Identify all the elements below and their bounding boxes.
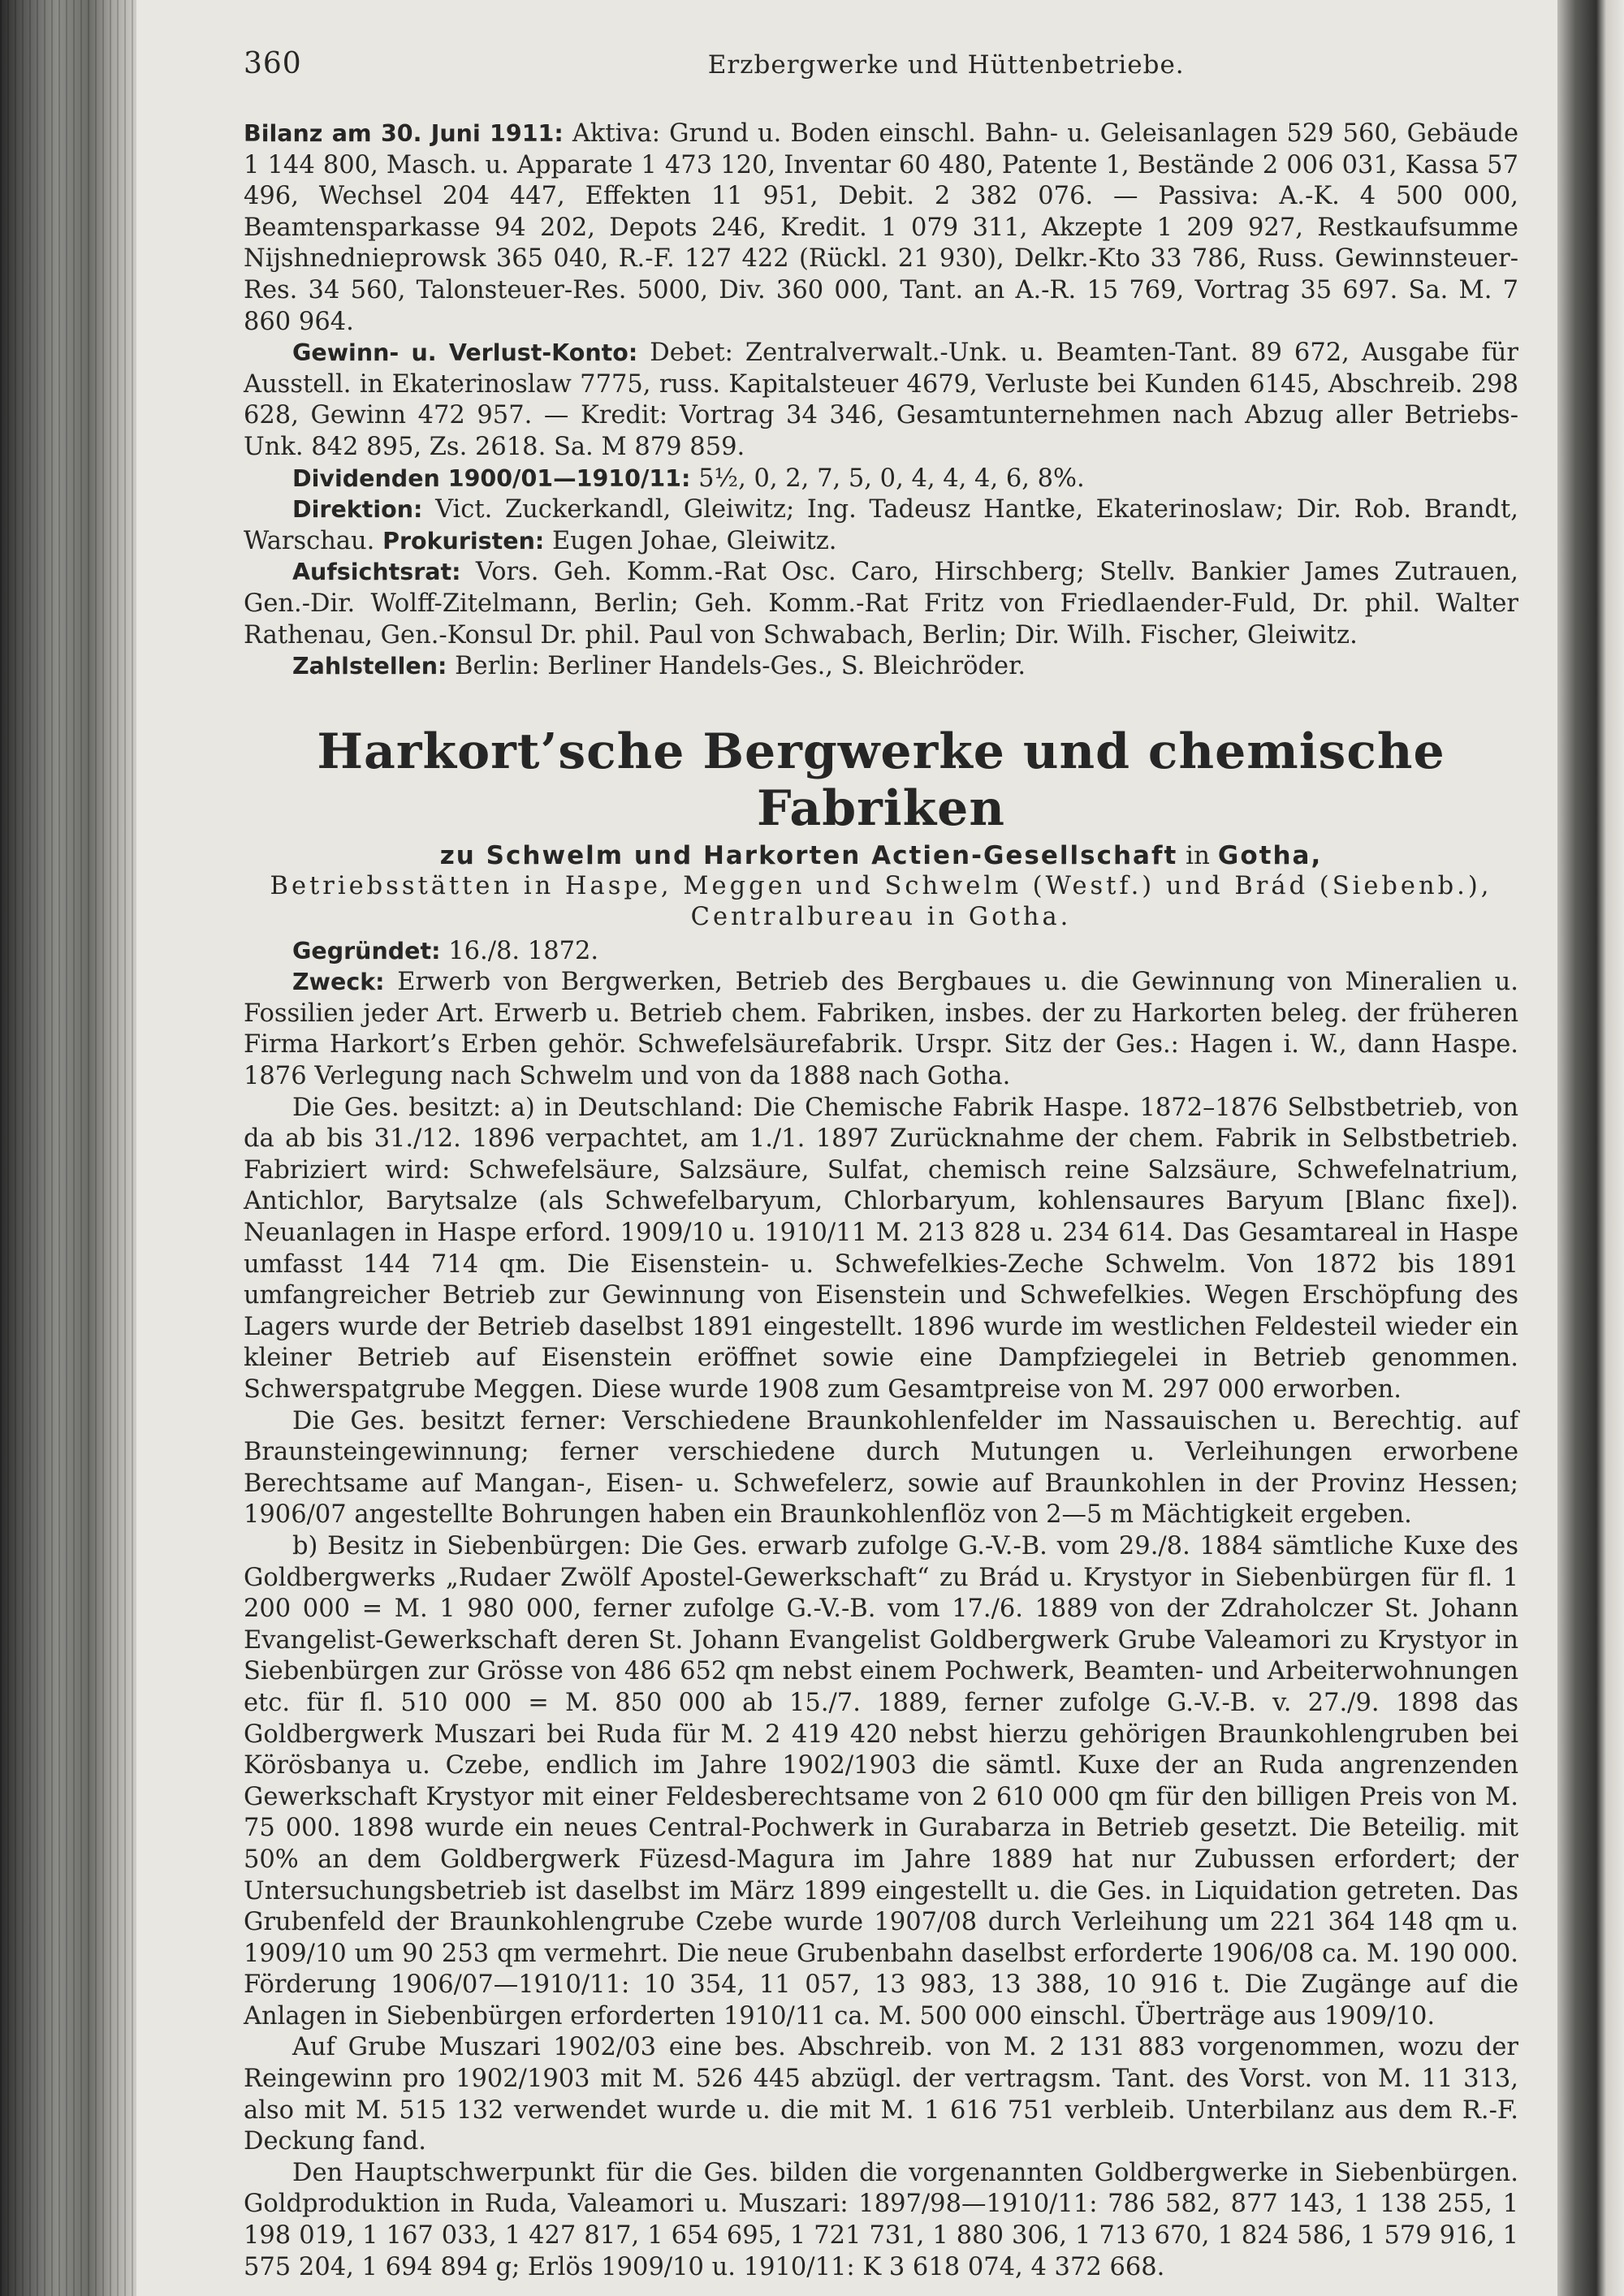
direktion-paragraph [244, 494, 1518, 557]
bilanz-paragraph [244, 119, 1518, 338]
gegruendet-label: Gegründet: [292, 937, 441, 965]
muszari-paragraph: Auf Grube Muszari 1902/03 eine bes. Abschreib. von M. 2 131 883 vorgenommen, wozu der Reingewinn pro 1902/1903 mit M. 526 445 abzügl. der vertragsm. Tant. des Vorst. von M. 11 313, also mit M. 515 132 verwendet wurde u. die mit M. 1 616 751 verbleib. Unterbilanz aus dem R.-F. Deckung fand. [244, 2033, 1518, 2156]
direktion-label: Direktion: [292, 496, 423, 524]
running-header [244, 49, 1518, 91]
gv-label: Gewinn- u. Verlust-Konto: [292, 339, 638, 367]
goldproduktion-paragraph: Den Hauptschwerpunkt für die Ges. bilden die vorgenannten Goldbergwerke in Siebenbürgen. Goldproduktion in Ruda, Valeamori u. Muszari: 1897/98—1910/11: 786 582, 877 143, 1 138 255, 1 198 019, 1 167 033, 1 427 817, 1 654 695, 1 721 731, 1 880 306, 1 713 670, 1 824 586, 1 579 916, 1 575 204, 1 694 894 g; Erlös 1909/10 u. 1910/11: K 3 618 074, 4 372 668. [244, 2158, 1518, 2281]
company-subtitle [244, 840, 1518, 871]
zahlstellen-text: Berlin: Berliner Handels-Ges., S. Bleichröder. [455, 652, 1026, 681]
besitz-ferner-paragraph: Die Ges. besitzt ferner: Verschiedene Braunkohlenfelder im Nassauischen u. Berechtig. auf Braunsteingewinnung; ferner verschiedene durch Mutungen u. Verleihungen erworbene Berechtsame auf Mangan-, Eisen- u. Schwefelerz, sowie auf Braunkohlen in der Provinz Hessen; 1906/07 angestellte Bohrungen haben ein Braunkohlenflöz von 2—5 m Mächtigkeit ergeben. [244, 1406, 1518, 1530]
aufsichtsrat-text: Vors. Geh. Komm.-Rat Osc. Caro, Hirschberg; Stellv. Bankier James Zutrauen, Gen.-Dir. Wolff-Zitelmann, Berlin; Geh. Komm.-Rat Fritz von Friedlaender-Fuld, Dr. phil. Walter Rathenau, Gen.-Konsul Dr. phil. Paul von Schwabach, Berlin; Dir. Wilh. Fischer, Gleiwitz. [244, 558, 1519, 650]
dividenden-label: Dividenden 1900/01—1910/11: [292, 464, 691, 492]
gv-text: Debet: Zentralverwalt.-Unk. u. Beamten-Tant. 89 672, Ausgabe für Ausstell. in Ekaterinoslaw 7775, russ. Kapitalsteuer 4679, Verluste bei Kunden 6145, Abschreib. 298 628, Gewinn 472 957. — Kredit: Vortrag 34 346, Gesamtunternehmen nach Abzug aller Betriebs-Unk. 842 895, Zs. 2618. Sa. M 879 859. [244, 339, 1518, 461]
gv-paragraph [244, 338, 1518, 463]
bilanz-text: Aktiva: Grund u. Boden einschl. Bahn- u. Geleisanlagen 529 560, Gebäude 1 144 800, Masch. u. Apparate 1 473 120, Inventar 60 480, Patente 1, Bestände 2 006 031, Kassa 57 496, Wechsel 204 447, Effekten 11 951, Debit. 2 382 076. — Passiva: A.-K. 4 500 000, Beamtensparkasse 94 202, Depots 246, Kredit. 1 079 311, Akzepte 1 209 927, Restkaufsumme Nijshnednieprowsk 365 040, R.-F. 127 422 (Rückl. 21 930), Delkr.-Kto 33 786, Russ. Gewinnsteuer-Res. 34 560, Talonsteuer-Res. 5000, Div. 360 000, Tant. an A.-R. 15 769, Vortrag 35 697. Sa. M. 7 860 964. [244, 119, 1518, 336]
gegruendet-paragraph [244, 936, 1518, 968]
direktion-text: Vict. Zuckerkandl, Gleiwitz; Ing. Tadeusz Hantke, Ekaterinoslaw; Dir. Rob. Brandt, Warschau. [244, 495, 1518, 555]
besitz-siebenbuergen-paragraph: b) Besitz in Siebenbürgen: Die Ges. erwarb zufolge G.-V.-B. vom 29./8. 1884 sämtliche Kuxe des Goldbergwerks „Rudaer Zwölf Apostel-Gewerkschaft“ zu Brád u. Krystyor in Siebenbürgen für fl. 1 200 000 = M. 1 980 000, ferner zufolge G.-V.-B. vom 17./6. 1889 von der Zdraholczer St. Johann Evangelist-Gewerkschaft deren St. Johann Evangelist Goldbergwerk Grube Valeamori zu Krystyor in Siebenbürgen zur Grösse von 486 652 qm nebst einem Pochwerk, Beamten- und Arbeiterwohnungen etc. für fl. 510 000 = M. 850 000 ab 15./7. 1889, ferner zufolge G.-V.-B. v. 27./9. 1898 das Goldbergwerk Muszari bei Ruda für M. 2 419 420 nebst hierzu gehörigen Braunkohlengruben bei Körösbanya u. Czebe, endlich im Jahre 1902/1903 die sämtl. Kuxe der an Ruda angrenzenden Gewerkschaft Krystyor mit einer Feldesberechtsame von 2 610 000 qm für den billigen Preis von M. 75 000. 1898 wurde ein neues Central-Pochwerk in Gurabarza in Betrieb gesetzt. Die Beteilig. mit 50% an dem Goldbergwerk Füzesd-Magura im Jahre 1889 hat nur Zubussen erfordert; der Untersuchungsbetrieb ist daselbst im März 1899 eingestellt u. die Ges. in Liquidation getreten. Das Grubenfeld der Braunkohlengrube Czebe wurde 1907/08 durch Verleihung um 221 364 148 qm u. 1909/10 um 90 253 qm vermehrt. Die neue Grubenbahn daselbst erforderte 1906/08 ca. M. 190 000. Förderung 1906/07—1910/11: 10 354, 11 057, 13 983, 13 388, 10 916 t. Die Zugänge auf die Anlagen in Siebenbürgen erforderten 1910/11 ca. M. 500 000 einschl. Überträge aus 1909/10. [244, 1531, 1518, 2031]
zahlstellen-label: Zahlstellen: [292, 653, 447, 680]
zweck-text: Erwerb von Bergwerken, Betrieb des Bergbaues u. die Gewinnung von Mineralien u. Fossilien jeder Art. Erwerb u. Betrieb chem. Fabriken, insbes. der zu Harkorten beleg. der früheren Firma Harkort’s Erben gehör. Schwefelsäurefabrik. Urspr. Sitz der Ges.: Hagen i. W., dann Haspe. 1876 Verlegung nach Schwelm und von da 1888 nach Gotha. [244, 968, 1518, 1091]
book-edge-right [1557, 0, 1624, 2296]
zweck-label: Zweck: [292, 969, 385, 996]
aufsichtsrat-label: Aufsichtsrat: [292, 559, 461, 586]
book-spine-left [0, 0, 136, 2296]
company-subtitle-place: Gotha, [1217, 840, 1323, 870]
zahlstellen-paragraph [244, 651, 1518, 683]
aufsichtsrat-paragraph [244, 557, 1518, 651]
company-title: Harkort’sche Bergwerke und chemische Fabriken [317, 723, 1445, 837]
company-central-bureau: Centralbureau in Gotha. [690, 902, 1072, 931]
zweck-paragraph [244, 967, 1518, 1092]
gegruendet-text: 16./8. 1872. [448, 936, 599, 965]
bilanz-label: Bilanz am 30. Juni 1911: [244, 120, 564, 147]
dividenden-paragraph [244, 464, 1518, 495]
company-subtitle-bold: zu Schwelm und Harkorten Actien-Gesellschaft [439, 840, 1178, 870]
page-number: 360 [244, 47, 302, 80]
company-subtitle-in: in [1186, 840, 1211, 870]
company-locations: Betriebsstätten in Haspe, Meggen und Schwelm (Westf.) und Brád (Siebenb.), [270, 871, 1492, 900]
prokuristen-text: Eugen Johae, Gleiwitz. [551, 526, 837, 555]
dividenden-text: 5½, 0, 2, 7, 5, 0, 4, 4, 4, 6, 8%. [698, 464, 1085, 493]
besitz-deutschland-paragraph: Die Ges. besitzt: a) in Deutschland: Die Chemische Fabrik Haspe. 1872–1876 Selbstbetrieb, von da ab bis 31./12. 1896 verpachtet, am 1./1. 1897 Zurücknahme der chem. Fabrik in Selbstbetrieb. Fabriziert wird: Schwefelsäure, Salzsäure, Sulfat, chemisch reine Salzsäure, Schwefelnatrium, Antichlor, Barytsalze (als Schwefelbaryum, Chlorbaryum, kohlensaures Baryum [Blanc fixe]). Neuanlagen in Haspe erford. 1909/10 u. 1910/11 M. 213 828 u. 234 614. Das Gesamtareal in Haspe umfasst 144 714 qm. Die Eisenstein- u. Schwefelkies-Zeche Schwelm. Von 1872 bis 1891 umfangreicher Betrieb zur Gewinnung von Eisenstein und Schwefelkies. Wegen Erschöpfung des Lagers wurde der Betrieb daselbst 1891 eingestellt. 1896 wurde im westlichen Feldesteil wieder ein kleiner Betrieb auf Eisenstein eröffnet sowie eine Dampfziegelei in Betrieb genommen. Schwerspatgrube Meggen. Diese wurde 1908 zum Gesamtpreise von M. 297 000 erworben. [244, 1093, 1518, 1404]
prokuristen-label: Prokuristen: [382, 527, 545, 555]
running-title: Erzbergwerke und Hüttenbetriebe. [707, 50, 1185, 80]
document-page [244, 47, 1519, 2281]
